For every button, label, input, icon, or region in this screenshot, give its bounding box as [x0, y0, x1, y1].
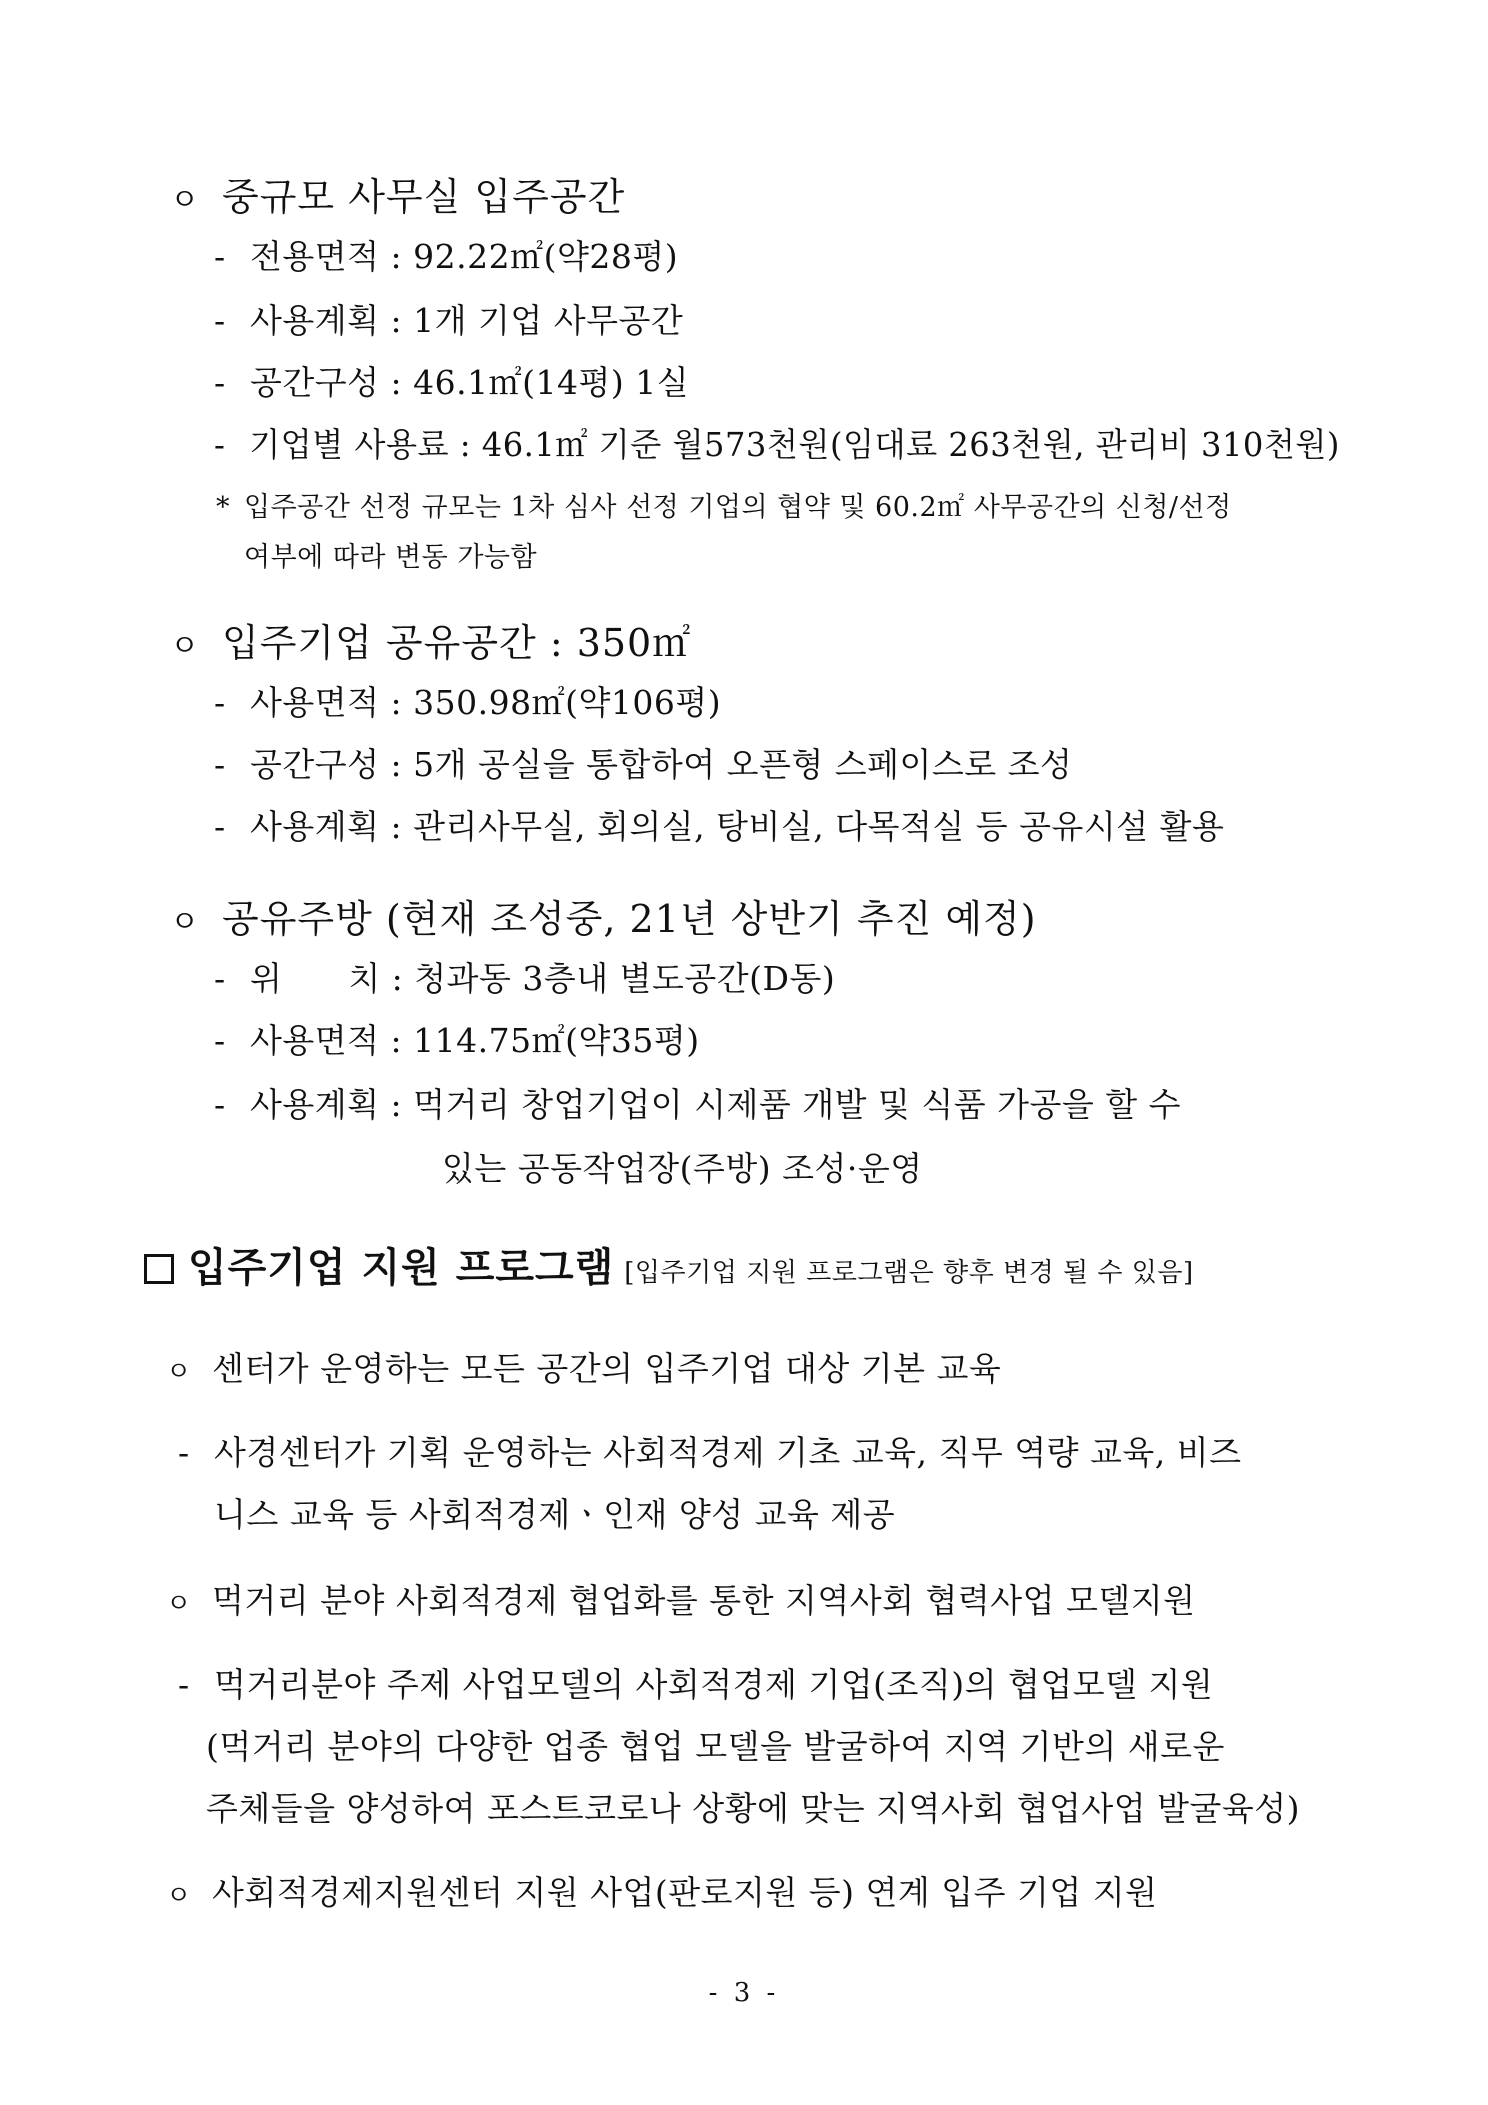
cooperation-detail-line-2: (먹거리 분야의 다양한 업종 협업 모델을 발굴하여 지역 기반의 새로운	[206, 1727, 1225, 1766]
dash-mark: -	[178, 1665, 190, 1704]
program-section-title	[144, 1244, 1194, 1291]
list-item	[214, 745, 1073, 784]
page-number: - 3 -	[708, 1978, 780, 2008]
list-item	[214, 237, 679, 276]
circle-bullet-icon: ㅇ	[166, 1881, 192, 1911]
dash-mark: -	[178, 1433, 190, 1472]
usage-area-text: 사용면적 : 114.75㎡(약35평)	[250, 1021, 700, 1060]
circle-bullet-icon: ㅇ	[170, 905, 200, 940]
asterisk-mark: *	[216, 492, 230, 523]
footnote	[216, 494, 1232, 521]
cooperation-detail-line-1: 먹거리분야 주제 사업모델의 사회적경제 기업(조직)의 협업모델 지원	[214, 1665, 1214, 1704]
cooperation-detail-line-3: 주체들을 양성하여 포스트코로나 상황에 맞는 지역사회 협업사업 발굴육성)	[206, 1789, 1301, 1828]
shared-kitchen-title: 공유주방 (현재 조성중, 21년 상반기 추진 예정)	[222, 897, 1037, 941]
exclusive-area-text: 전용면적 : 92.22㎡(약28평)	[250, 237, 679, 276]
cooperation-model-text: 먹거리 분야 사회적경제 협업화를 통한 지역사회 협력사업 모델지원	[212, 1581, 1196, 1620]
usage-plan-text: 사용계획 : 먹거리 창업기업이 시제품 개발 및 식품 가공을 할 수	[250, 1085, 1181, 1124]
dash-mark: -	[214, 683, 226, 722]
linked-support-text: 사회적경제지원센터 지원 사업(판로지원 등) 연계 입주 기업 지원	[212, 1873, 1158, 1912]
space-composition-text: 공간구성 : 46.1㎡(14평) 1실	[250, 363, 690, 402]
list-item	[214, 1021, 700, 1060]
dash-mark: -	[214, 425, 226, 464]
footnote-line-1: 입주공간 선정 규모는 1차 심사 선정 기업의 협약 및 60.2㎡ 사무공간의 신청/선정	[244, 492, 1232, 523]
circle-bullet-icon: ㅇ	[170, 629, 200, 664]
education-detail-line-1: 사경센터가 기획 운영하는 사회적경제 기초 교육, 직무 역량 교육, 비즈	[214, 1433, 1242, 1472]
list-item	[214, 1085, 1181, 1124]
dash-mark: -	[214, 237, 226, 276]
location-text: 위 치 : 청과동 3층내 별도공간(D동)	[250, 959, 836, 998]
dash-mark: -	[214, 363, 226, 402]
program-title: 입주기업 지원 프로그램	[188, 1244, 615, 1291]
usage-fee-text: 기업별 사용료 : 46.1㎡ 기준 월573천원(임대료 263천원, 관리비 310천원)	[249, 425, 1340, 464]
program-subtitle: [입주기업 지원 프로그램은 향후 변경 될 수 있음]	[624, 1258, 1194, 1288]
education-detail-line-2: 니스 교육 등 사회적경제ㆍ인재 양성 교육 제공	[214, 1495, 896, 1534]
basic-education-text: 센터가 운영하는 모든 공간의 입주기업 대상 기본 교육	[212, 1349, 1002, 1388]
usage-plan-continuation: 있는 공동작업장(주방) 조성·운영	[442, 1149, 923, 1188]
usage-area-text: 사용면적 : 350.98㎡(약106평)	[250, 683, 722, 722]
dash-mark: -	[214, 807, 226, 846]
list-item	[214, 959, 836, 998]
square-bullet-icon	[144, 1254, 174, 1284]
list-item	[178, 1433, 1242, 1472]
shared-space-title: 입주기업 공유공간 : 350㎡	[222, 621, 692, 665]
list-item	[166, 1873, 1158, 1912]
shared-space-heading	[170, 621, 692, 665]
list-item	[178, 1665, 1214, 1704]
dash-mark: -	[214, 1021, 226, 1060]
usage-plan-text: 사용계획 : 관리사무실, 회의실, 탕비실, 다목적실 등 공유시설 활용	[250, 807, 1225, 846]
list-item	[214, 683, 722, 722]
circle-bullet-icon: ㅇ	[170, 183, 200, 218]
list-item	[166, 1581, 1196, 1620]
circle-bullet-icon: ㅇ	[166, 1589, 192, 1619]
dash-mark: -	[214, 301, 226, 340]
footnote-line-2: 여부에 따라 변동 가능함	[244, 542, 538, 573]
list-item	[214, 363, 690, 402]
dash-mark: -	[214, 959, 226, 998]
dash-mark: -	[214, 1085, 226, 1124]
usage-plan-text: 사용계획 : 1개 기업 사무공간	[250, 301, 684, 340]
dash-mark: -	[214, 745, 226, 784]
space-composition-text: 공간구성 : 5개 공실을 통합하여 오픈형 스페이스로 조성	[250, 745, 1073, 784]
circle-bullet-icon: ㅇ	[166, 1357, 192, 1387]
list-item	[214, 807, 1225, 846]
medium-office-heading	[170, 175, 626, 219]
medium-office-title: 중규모 사무실 입주공간	[222, 175, 626, 219]
list-item	[166, 1349, 1002, 1388]
list-item	[214, 425, 1340, 464]
list-item	[214, 301, 684, 340]
shared-kitchen-heading	[170, 897, 1037, 941]
